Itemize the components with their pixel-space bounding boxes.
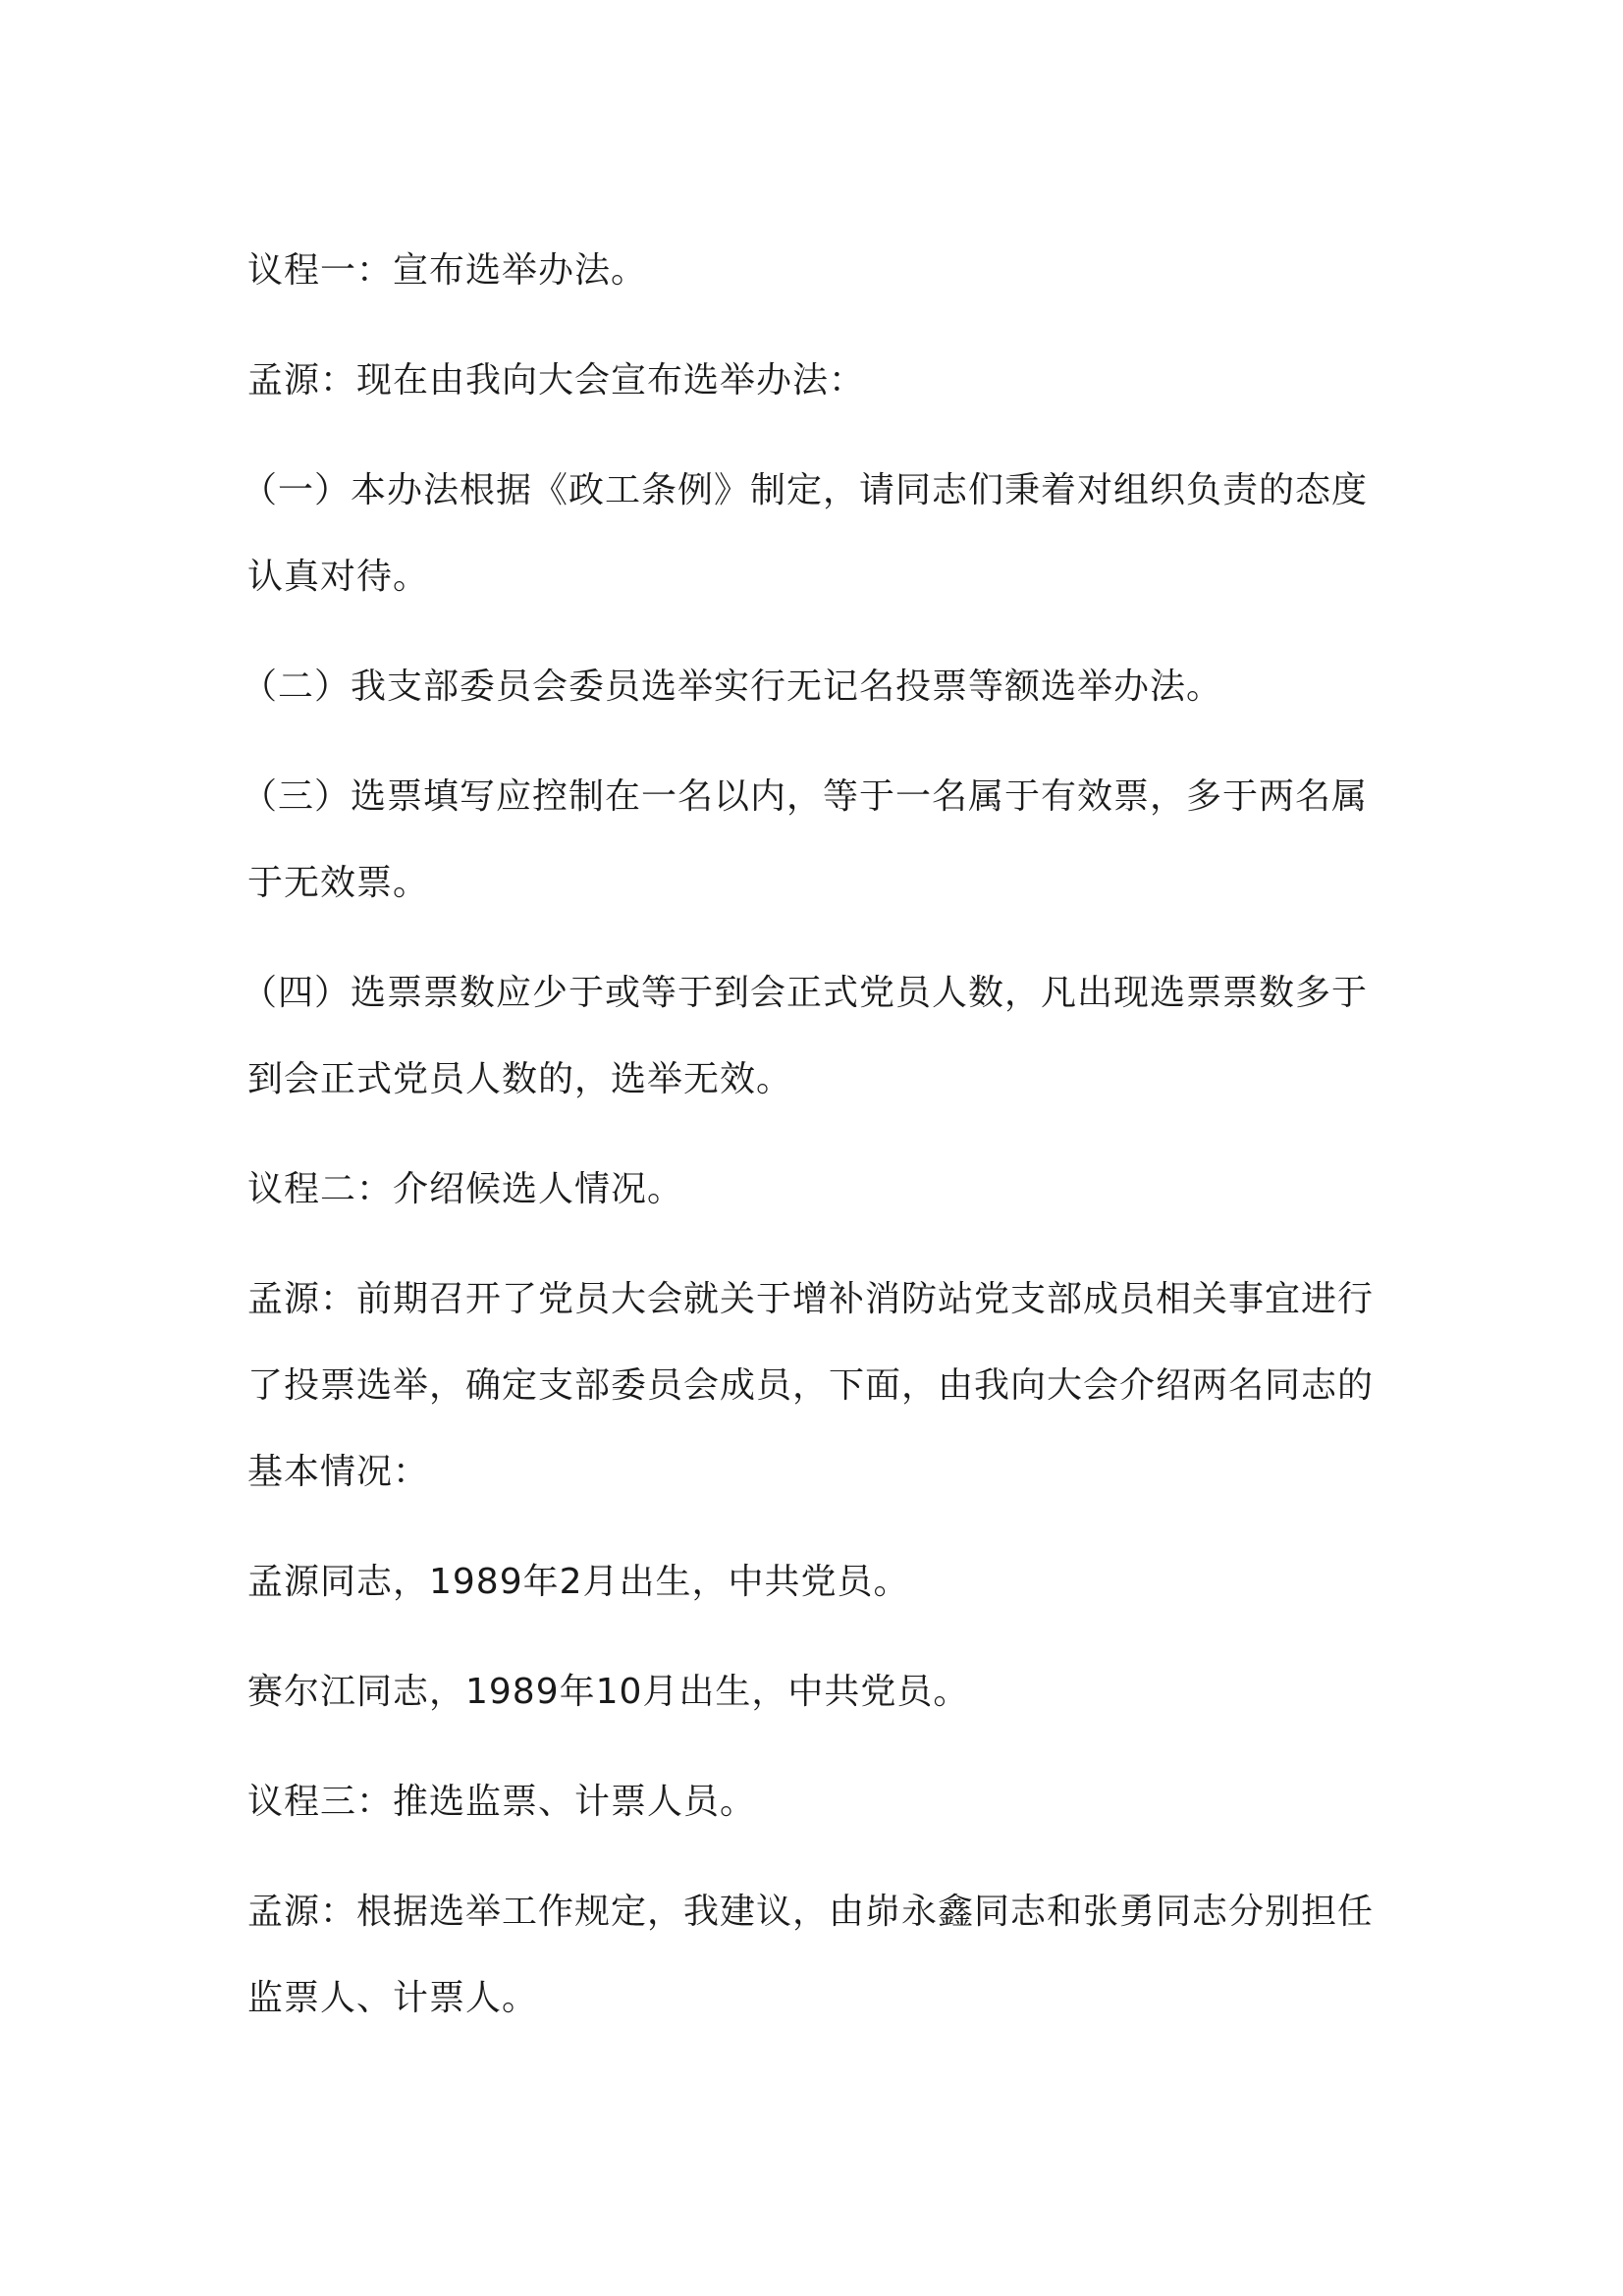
rule-item-2: （二）我支部委员会委员选举实行无记名投票等额选举办法。 — [242, 667, 1223, 707]
agenda-one-heading: 议程一：宣布选举办法。 — [247, 250, 648, 291]
candidate-introduction: 孟源：前期召开了党员大会就关于增补消防站党支部成员相关事宜进行了投票选举，确定支部委员会成员，下面，由我向大会介绍两名同志的基本情况： — [247, 1279, 1375, 1492]
document-page — [242, 228, 1377, 2042]
agenda-two-heading: 议程二：介绍候选人情况。 — [247, 1169, 684, 1209]
candidate-2-profile: 赛尔江同志，1989年10月出生，中共党员。 — [247, 1672, 970, 1712]
agenda-three-heading: 议程三：推选监票、计票人员。 — [247, 1782, 757, 1822]
rule-item-4: （四）选票票数应少于或等于到会正式党员人数，凡出现选票票数多于到会正式党员人数的，选举无效。 — [242, 973, 1369, 1099]
rule-item-3: （三）选票填写应控制在一名以内，等于一名属于有效票，多于两名属于无效票。 — [242, 776, 1369, 903]
rule-item-1: （一）本办法根据《政工条例》制定，请同志们秉着对组织负责的态度认真对待。 — [242, 470, 1369, 597]
candidate-1-profile: 孟源同志，1989年2月出生，中共党员。 — [247, 1562, 910, 1602]
scrutineer-proposal: 孟源：根据选举工作规定，我建议，由峁永鑫同志和张勇同志分别担任监票人、计票人。 — [247, 1892, 1375, 2018]
speaker-announcement: 孟源：现在由我向大会宣布选举办法： — [247, 360, 866, 400]
